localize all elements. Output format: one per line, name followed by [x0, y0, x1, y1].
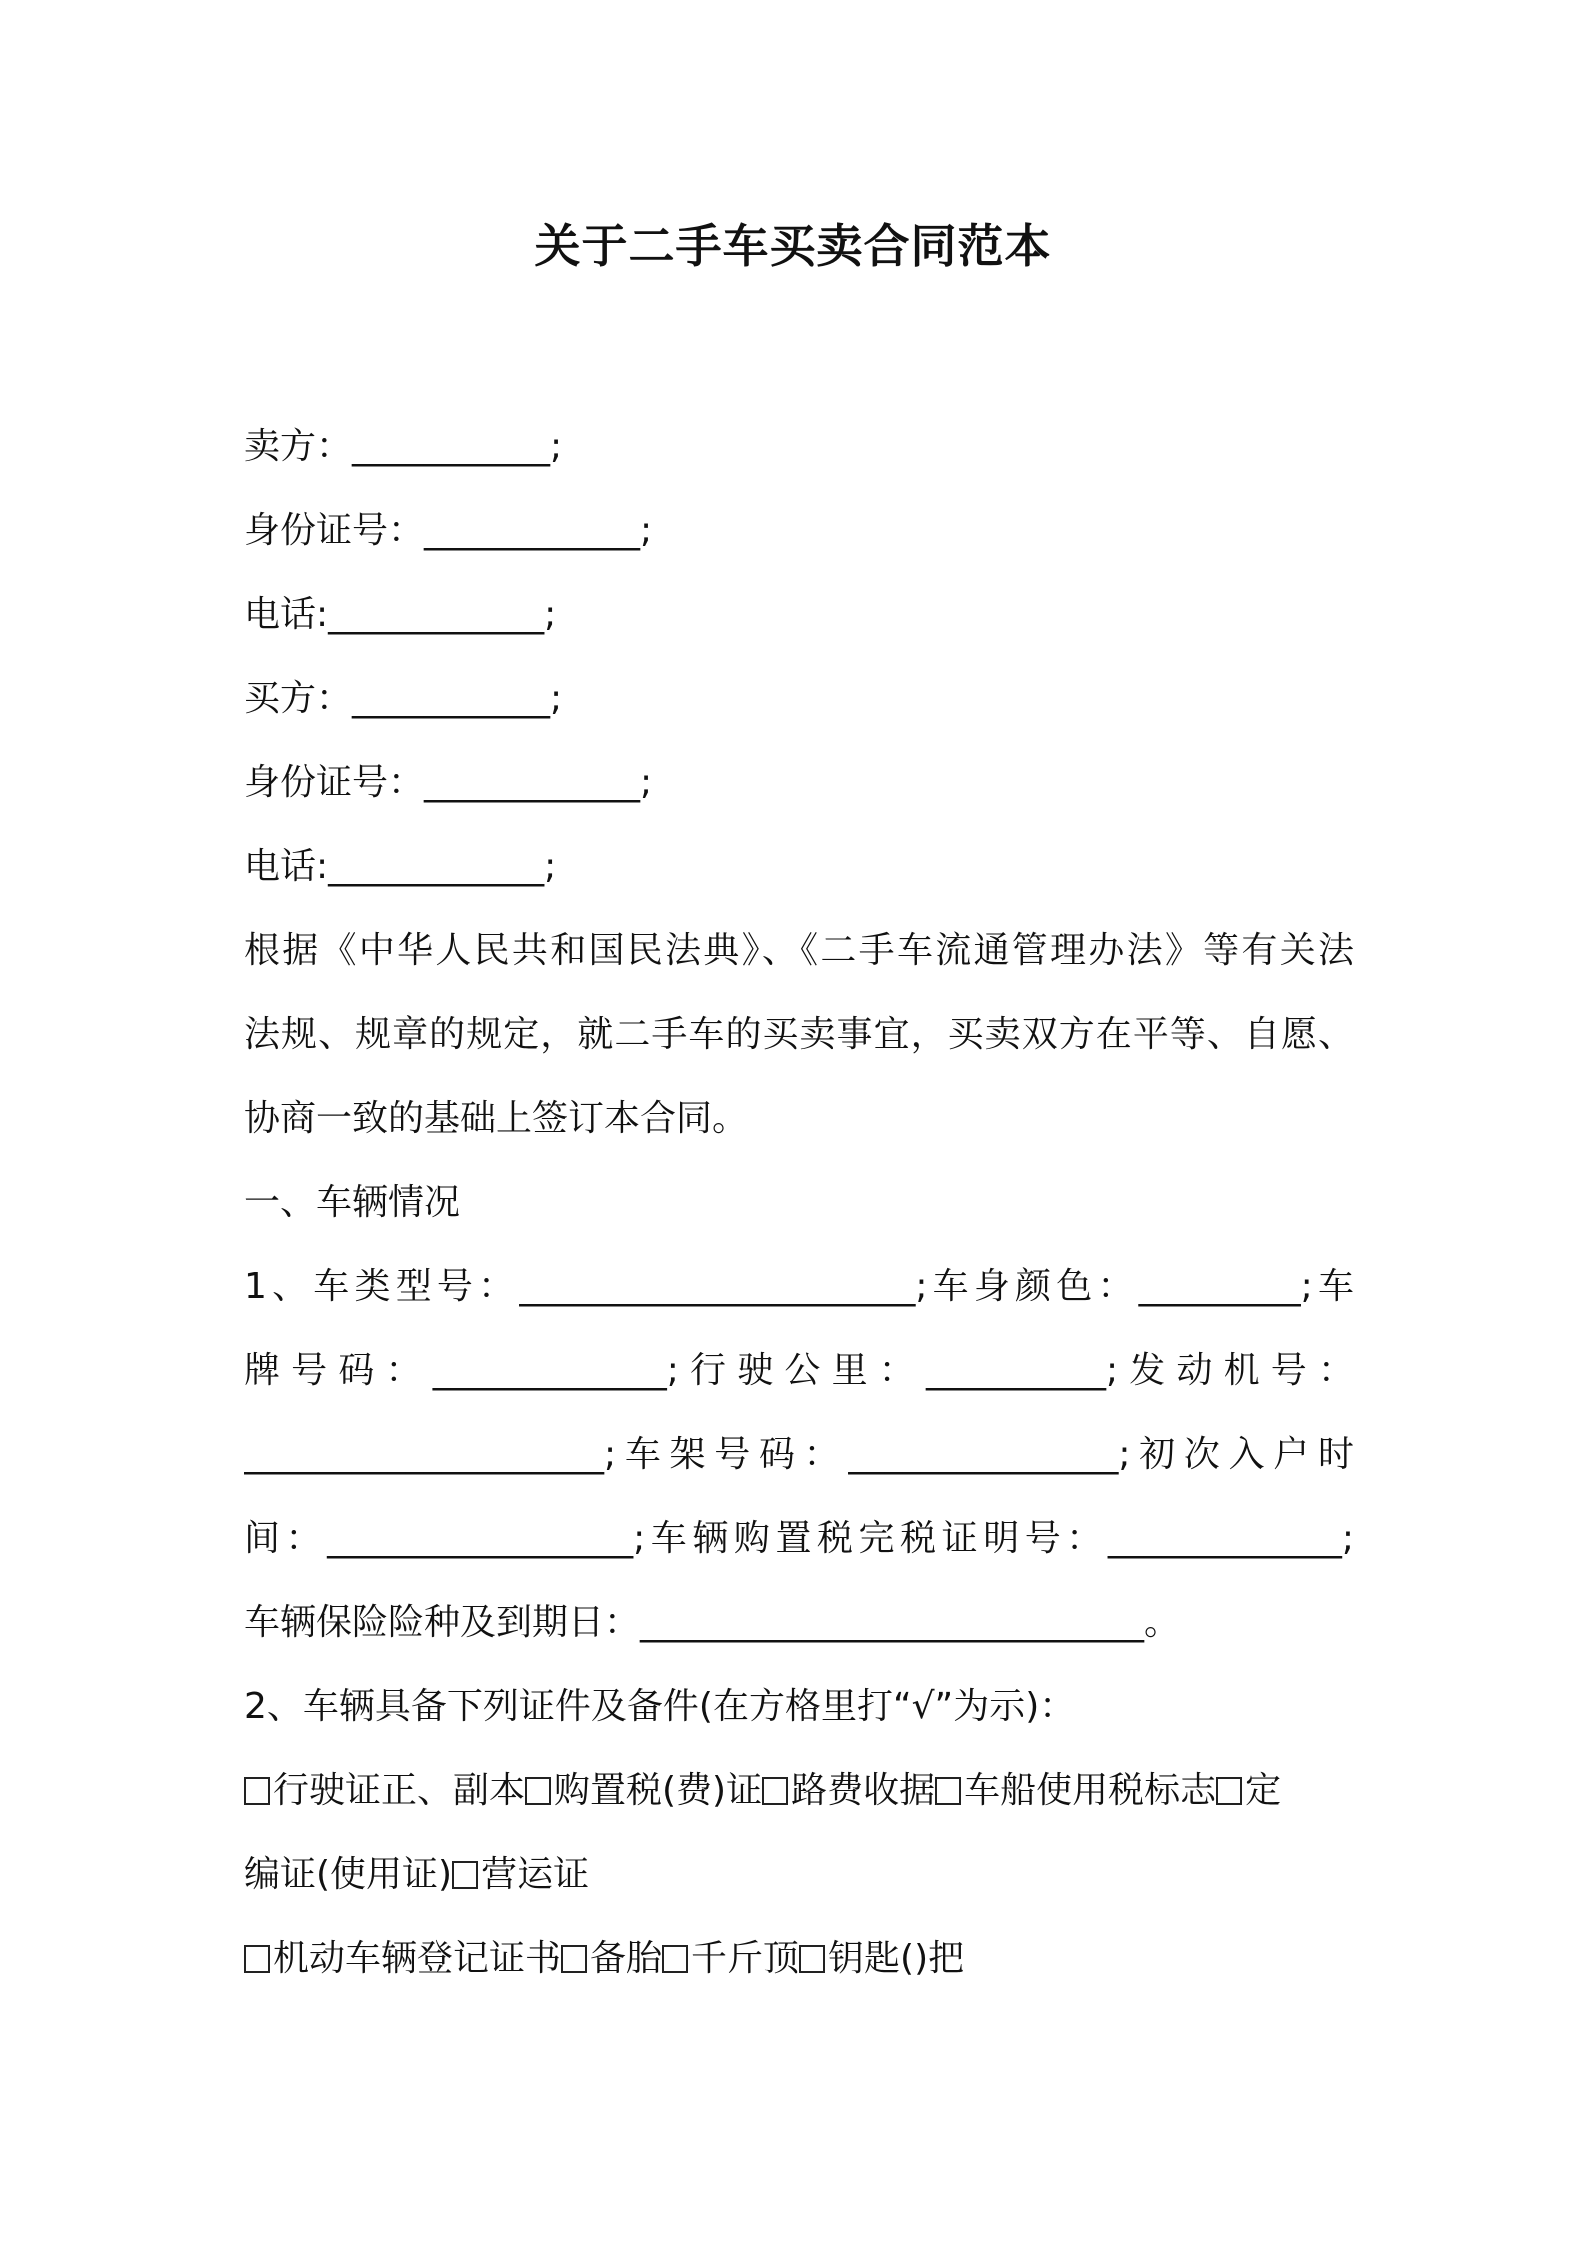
vehicle-info-line: 1、车类型号：______________________;车身颜色：_________;车: [244, 1266, 1354, 1307]
buyer-id-field: 身份证号：____________;: [244, 762, 653, 803]
checkbox[interactable]: [762, 1777, 788, 1805]
preamble-line: 协商一致的基础上签订本合同。: [244, 1098, 749, 1139]
section-heading: 一、车辆情况: [244, 1182, 461, 1223]
checkbox-label: 千斤顶: [691, 1938, 800, 1979]
documents-line: [244, 1917, 1354, 2001]
documents-line: [244, 1833, 1354, 1917]
checkbox[interactable]: [561, 1945, 587, 1973]
seller-field: 卖方：___________;: [244, 426, 563, 467]
checkbox[interactable]: [662, 1945, 688, 1973]
document-title: 关于二手车买卖合同范本: [534, 219, 1052, 273]
checkbox-label: 备胎: [590, 1938, 663, 1979]
seller-phone-field: 电话:____________;: [244, 594, 557, 635]
documents-line: [244, 1749, 1354, 1833]
vehicle-info-line: ____________________;车架号码：_______________;初次入户时: [244, 1434, 1354, 1475]
buyer-phone-field: 电话:____________;: [244, 846, 557, 887]
checkbox[interactable]: [244, 1945, 270, 1973]
preamble-line: 根据《中华人民共和国民法典》、《二手车流通管理办法》等有关法: [244, 930, 1354, 971]
checkbox[interactable]: [525, 1777, 551, 1805]
checkbox-label: 机动车辆登记证书: [273, 1938, 562, 1979]
checkbox-label: 购置税(费)证: [554, 1770, 763, 1811]
checkbox-label: 行驶证正、副本: [273, 1770, 526, 1811]
preamble-line: 法规、规章的规定，就二手车的买卖事宜，买卖双方在平等、自愿、: [244, 1014, 1354, 1055]
checkbox-label: 营运证: [481, 1854, 590, 1895]
checkbox[interactable]: [799, 1945, 825, 1973]
contract-body: [244, 405, 1354, 2001]
checkbox[interactable]: [244, 1777, 270, 1805]
vehicle-info-line: 间：_________________;车辆购置税完税证明号：_____________;: [244, 1518, 1354, 1559]
checkbox-label: 编证(使用证): [244, 1854, 453, 1895]
vehicle-info-line: 牌号码：_____________;行驶公里：__________;发动机号：: [244, 1350, 1354, 1391]
checkbox-label: 定: [1245, 1770, 1282, 1811]
seller-id-field: 身份证号：____________;: [244, 510, 653, 551]
vehicle-info-line: 车辆保险险种及到期日：____________________________。: [244, 1602, 1181, 1643]
checkbox-label: 路费收据: [791, 1770, 936, 1811]
documents-heading: 2、车辆具备下列证件及备件(在方格里打“√”为示)：: [244, 1686, 1076, 1727]
buyer-field: 买方：___________;: [244, 678, 563, 719]
checkbox-label: 钥匙()把: [828, 1938, 965, 1979]
checkbox-label: 车船使用税标志: [964, 1770, 1217, 1811]
checkbox[interactable]: [452, 1861, 478, 1889]
checkbox[interactable]: [935, 1777, 961, 1805]
checkbox[interactable]: [1216, 1777, 1242, 1805]
